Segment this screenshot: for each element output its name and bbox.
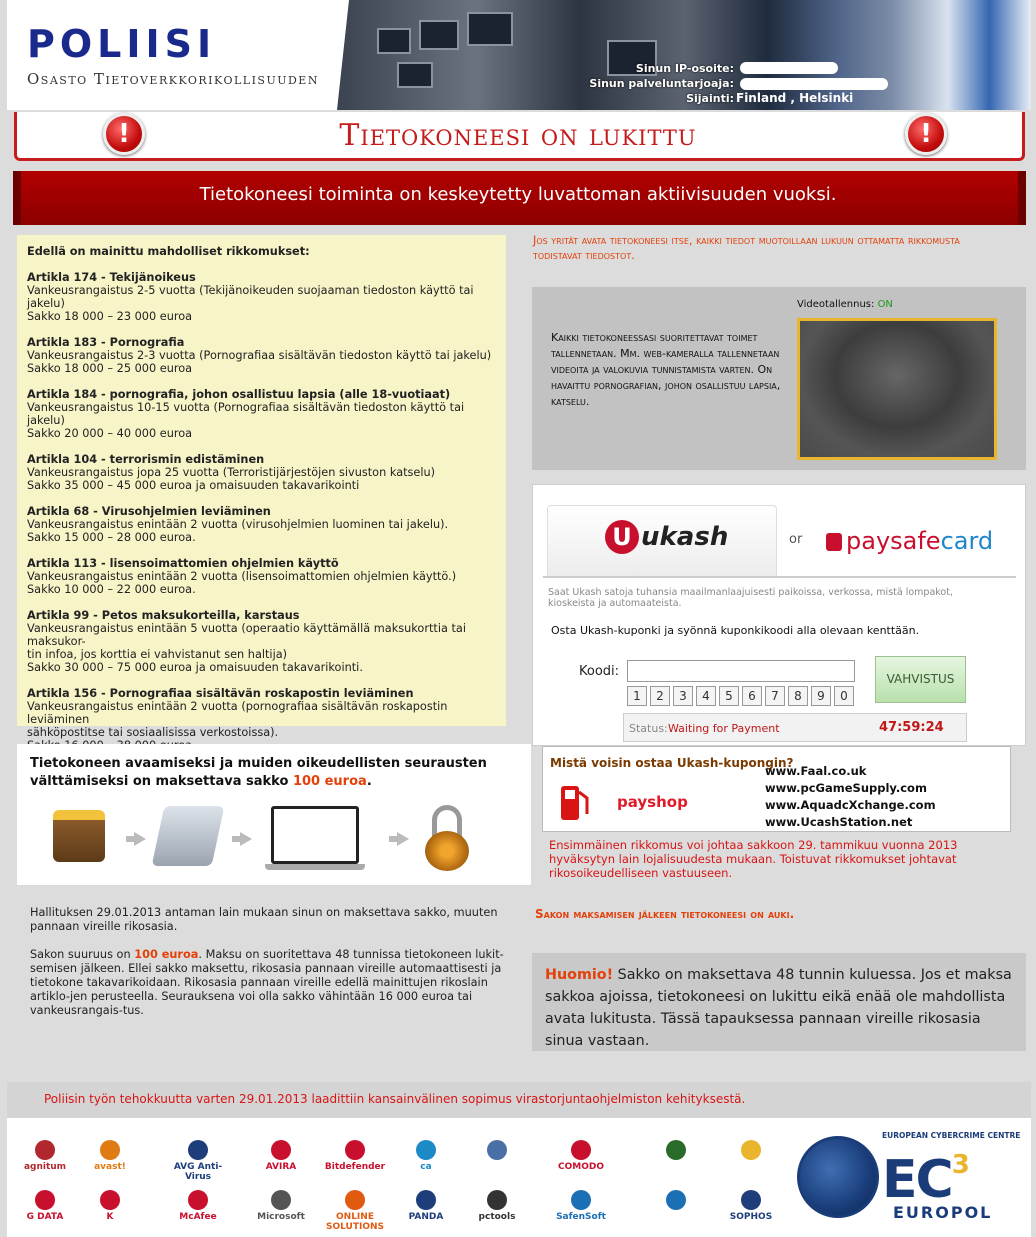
wallet-icon	[53, 810, 105, 862]
paysafe-part1: paysafe	[846, 527, 941, 555]
vendor-mark-icon	[271, 1140, 291, 1160]
vendor-logo	[462, 1140, 532, 1162]
keypad-key-2[interactable]: 2	[650, 686, 670, 706]
vendor-name: agnitum	[23, 1162, 67, 1172]
code-input[interactable]	[627, 660, 855, 682]
vendor-mark-icon	[345, 1190, 365, 1210]
vendor-logo	[320, 1140, 390, 1172]
vendor-name: ONLINE SOLUTIONS	[325, 1212, 384, 1232]
vendor-name: ca	[420, 1162, 432, 1172]
status-label: Status:	[629, 722, 668, 735]
ip-value-bar	[740, 62, 838, 74]
or-separator: or	[789, 532, 803, 547]
after-payment-text: Sakon maksamisen jälkeen tietokoneesi on auki.	[535, 907, 795, 921]
vendor-logo	[163, 1140, 233, 1182]
vendor-mark-icon	[416, 1190, 436, 1210]
lock-title: Tietokoneesi on lukittu	[339, 118, 697, 153]
vendor-name: Bitdefender	[324, 1162, 386, 1172]
vendor-mark-icon	[188, 1140, 208, 1160]
article-title: Artikla 184 - pornografia, johon osallistuu lapsia (alle 18-vuotiaat)	[27, 388, 451, 401]
keypad-key-6[interactable]: 6	[742, 686, 762, 706]
ukash-site-link[interactable]: www.AquadcXchange.com	[765, 798, 936, 812]
keypad-key-0[interactable]: 0	[834, 686, 854, 706]
logo-title: POLIISI	[27, 22, 217, 66]
vendor-logo	[462, 1190, 532, 1222]
vendor-mark-icon	[188, 1190, 208, 1210]
steps-title	[30, 755, 490, 791]
ukash-wordmark: ukash	[641, 522, 729, 552]
ukash-logo	[605, 520, 728, 554]
globe-icon	[797, 1136, 879, 1218]
law-text	[30, 906, 505, 1032]
vendor-logo	[246, 1140, 316, 1172]
article-penalty: Vankeusrangaistus 2-5 vuotta (Tekijänoikeuden suojaaman tiedoston käyttö tai jakelu) Sakko 18 000 – 23 000 euroa	[27, 284, 474, 323]
vendor-mark-icon	[416, 1140, 436, 1160]
video-recording-label	[797, 299, 893, 310]
vendor-mark-icon	[345, 1140, 365, 1160]
vendor-name: McAfee	[179, 1212, 217, 1222]
notice-text	[545, 964, 1017, 1052]
vendor-logo	[10, 1140, 80, 1172]
payshop-logo: payshop	[617, 793, 688, 811]
violation-article	[27, 271, 496, 323]
vendor-logo	[641, 1140, 711, 1162]
video-status: ON	[877, 299, 893, 310]
vendor-logo	[75, 1190, 145, 1222]
vendor-name: K	[106, 1212, 114, 1222]
steps-title-text: Tietokoneen avaamiseksi ja muiden oikeudellisten seurausten välttämiseksi on maksettava sakko	[30, 756, 487, 789]
keypad-key-8[interactable]: 8	[788, 686, 808, 706]
violation-article	[27, 336, 496, 375]
article-penalty: Vankeusrangaistus enintään 2 vuotta (pornografiaa sisältävän roskapostin leviäminen sähköpostitse tai sosiaalisissa verkostoissa).	[27, 700, 448, 739]
article-title: Artikla 174 - Tekijänoikeus	[27, 271, 196, 284]
arrow-icon	[134, 832, 146, 846]
header	[7, 0, 1031, 110]
vendor-logo	[546, 1140, 616, 1172]
vendor-mark-icon	[271, 1190, 291, 1210]
vendor-logo	[391, 1140, 461, 1172]
laptop-icon	[265, 806, 365, 870]
payment-terminal-icon	[152, 806, 225, 866]
verify-button[interactable]: VAHVISTUS	[875, 656, 966, 703]
article-penalty: Vankeusrangaistus enintään 2 vuotta (lisensoimattomien ohjelmien käyttö.) Sakko 10 000 – 22 000 euroa.	[27, 570, 457, 596]
ec3-logo	[882, 1150, 968, 1210]
vendor-name: Microsoft	[257, 1212, 305, 1222]
ukash-site-link[interactable]: www.pcGameSupply.com	[765, 781, 927, 795]
keypad-key-1[interactable]: 1	[627, 686, 647, 706]
webcam-preview	[797, 318, 997, 460]
paysafe-lock-icon	[826, 533, 842, 551]
article-penalty: Vankeusrangaistus enintään 2 vuotta (virusohjelmien luominen tai jakelu). Sakko 15 000 – 28 000 euroa.	[27, 518, 449, 544]
law-p2-amount: 100 euroa	[134, 948, 199, 961]
article-penalty: Vankeusrangaistus jopa 25 vuotta (Terroristijärjestöjen sivuston katselu) Sakko 35 000 – 45 000 euroa ja omaisuuden takavarikointi	[27, 466, 436, 492]
ukash-site-link[interactable]: www.UcashStation.net	[765, 815, 913, 829]
violation-article	[27, 388, 496, 440]
violation-article	[27, 453, 496, 492]
article-title: Artikla 113 - lisensoimattomien ohjelmien käyttö	[27, 557, 339, 570]
location-value: Finland , Helsinki	[736, 91, 854, 105]
footer-text: Poliisin työn tehokkuutta varten 29.01.2013 laadittiin kansainvälinen sopimus virastorjuntaohjelmiston kehityksestä.	[44, 1092, 746, 1106]
vendor-logo	[716, 1190, 786, 1222]
vendor-mark-icon	[35, 1190, 55, 1210]
ip-label: Sinun IP-osoite:	[635, 62, 734, 75]
ukash-site-link[interactable]: www.Faal.co.uk	[765, 764, 867, 778]
violations-panel	[17, 235, 506, 739]
vendor-name: SafenSoft	[556, 1212, 606, 1222]
vendor-mark-icon	[571, 1190, 591, 1210]
isp-label: Sinun palveluntarjoaja:	[589, 77, 734, 90]
vendor-name: AVG Anti-Virus	[173, 1162, 223, 1182]
buy-instructions: Osta Ukash-kuponki ja syönnä kuponkikoodi alla olevaan kenttään.	[551, 624, 920, 637]
vendor-logo	[163, 1190, 233, 1222]
where-title: Mistä voisin ostaa Ukash-kupongin?	[550, 756, 794, 770]
article-title: Artikla 68 - Virusohjelmien leviäminen	[27, 505, 271, 518]
vendor-logo	[716, 1140, 786, 1162]
video-label-text: Videotallennus:	[797, 299, 875, 310]
vendor-name: avast!	[94, 1162, 126, 1172]
vendor-mark-icon	[100, 1190, 120, 1210]
law-paragraph-1: Hallituksen 29.01.2013 antaman lain mukaan sinun on maksettava sakko, muuten pannaan vireille rikosasia.	[30, 906, 498, 933]
padlock-icon	[425, 805, 469, 871]
notice-highlight: Huomio!	[545, 967, 614, 983]
violation-article	[27, 687, 496, 752]
article-penalty: Vankeusrangaistus enintään 5 vuotta (operaatio käyttämällä maksukorttia tai maksukor- tin infoa, jos korttia ei vahvistanut sen haltija) Sakko 30 000 – 75 000 euroa ja omaisuuden takavarikointi.	[27, 622, 466, 674]
vendor-mark-icon	[741, 1190, 761, 1210]
law-paragraph-2	[30, 948, 505, 1018]
violation-article	[27, 557, 496, 596]
vendor-logo	[75, 1140, 145, 1172]
article-title: Artikla 104 - terrorismin edistäminen	[27, 453, 265, 466]
keypad-key-4[interactable]: 4	[696, 686, 716, 706]
vendor-name: PANDA	[408, 1212, 444, 1222]
vendor-logo	[320, 1190, 390, 1232]
article-penalty: Vankeusrangaistus 2-3 vuotta (Pornografiaa sisältävän tiedoston käyttö tai jakelu) Sakko 18 000 – 25 000 euroa	[27, 349, 492, 375]
article-title: Artikla 156 - Pornografiaa sisältävän roskapostin leviäminen	[27, 687, 414, 700]
logo-subtitle: Osasto Tietoverkkorikollisuuden	[27, 70, 319, 88]
status-value: Waiting for Payment	[668, 722, 780, 735]
vendor-mark-icon	[571, 1140, 591, 1160]
fuel-station-icon	[557, 780, 593, 822]
vendor-mark-icon	[666, 1190, 686, 1210]
vendor-mark-icon	[487, 1140, 507, 1160]
vendor-logo	[10, 1190, 80, 1222]
isp-value-bar	[740, 78, 888, 90]
warning-icon-right: !	[905, 113, 947, 155]
notice-body: Sakko on maksettava 48 tunnin kuluessa. Jos et maksa sakkoa ajoissa, tietokoneesi on lukittu eikä enää ole mahdollista avata lukitusta. Tässä tapauksessa pannaan vireille rikosasia sinua vastaan.	[545, 967, 1012, 1049]
vendor-mark-icon	[100, 1140, 120, 1160]
vendor-name: AVIRA	[265, 1162, 297, 1172]
vendor-name: pctools	[478, 1212, 516, 1222]
vendor-name: COMODO	[558, 1162, 604, 1172]
steps-title-end: .	[366, 774, 372, 789]
europol-name: EUROPOL	[893, 1203, 993, 1222]
vendor-mark-icon	[666, 1140, 686, 1160]
ec-text: EC	[882, 1150, 952, 1210]
vendor-logo	[546, 1190, 616, 1222]
header-photo	[337, 0, 1031, 110]
tab-divider	[543, 576, 1016, 578]
keypad-key-3[interactable]: 3	[673, 686, 693, 706]
ec-three: 3	[951, 1150, 968, 1180]
ukash-badge: U	[605, 520, 639, 554]
vendor-mark-icon	[487, 1190, 507, 1210]
violations-intro: Edellä on mainittu mahdolliset rikkomukset:	[27, 245, 310, 258]
tab-paysafecard[interactable]	[826, 527, 993, 555]
vendor-logo	[391, 1190, 461, 1222]
ec3-centre-label: EUROPEAN CYBERCRIME CENTRE	[882, 1131, 1021, 1140]
law-p2-start: Sakon suuruus on	[30, 948, 135, 961]
vendor-mark-icon	[741, 1140, 761, 1160]
countdown-timer: 47:59:24	[879, 720, 944, 735]
video-text: Kaikki tietokoneessasi suoritettavat toimet tallennetaan. Mm. web-kameralla tallennetaan videoita ja valokuvia tunnistamista varten. On havaittu pornografian, johon osallistuu lapsia, katselu.	[551, 331, 781, 408]
keypad-key-5[interactable]: 5	[719, 686, 739, 706]
code-label: Koodi:	[579, 664, 620, 679]
arrow-icon	[240, 832, 252, 846]
first-offense-text: Ensimmäinen rikkomus voi johtaa sakkoon 29. tammikuu vuonna 2013 hyväksytyn lain lojalisuudesta mukaan. Toistuvat rikkomukset johtavat rikosoikeudelliseen vastuuseen.	[549, 838, 958, 880]
location-label: Sijainti:	[686, 92, 734, 105]
violation-article	[27, 609, 496, 674]
article-title: Artikla 99 - Petos maksukorteilla, karstaus	[27, 609, 300, 622]
vendor-logo	[641, 1190, 711, 1212]
vendor-mark-icon	[35, 1140, 55, 1160]
keypad-key-7[interactable]: 7	[765, 686, 785, 706]
vendor-logo	[246, 1190, 316, 1222]
paysafe-part2: card	[940, 527, 994, 555]
law-p2-end: . Maksu on suoritettava 48 tunnissa tietokoneen lukit-semisen jälkeen. Ellei sakko maksettu, rikosasia pannaan vireille automaattisesti ja tietokone takavarikoidaan. Rikosasia pannaan vireille edellä mainittujen rikoslain artiklo-jen perusteella. Seurauksena voi olla sakko vähintään 16 000 euroa tai vankeusrangais-tus.	[30, 948, 504, 1017]
warning-icon-left: !	[103, 113, 145, 155]
article-title: Artikla 183 - Pornografia	[27, 336, 185, 349]
keypad-key-9[interactable]: 9	[811, 686, 831, 706]
fine-amount: 100 euroa	[292, 774, 367, 789]
suspension-text: Tietokoneesi toiminta on keskeytetty luvattoman aktiivisuuden vuoksi.	[199, 184, 837, 205]
vendor-name: G DATA	[26, 1212, 64, 1222]
violation-article	[27, 505, 496, 544]
ukash-info: Saat Ukash satoja tuhansia maailmanlaajuisesti paikoissa, verkossa, mistä lompakot, kioskeista ja automaateista.	[548, 587, 953, 609]
arrow-icon	[397, 832, 409, 846]
article-penalty: Vankeusrangaistus 10-15 vuotta (Pornografiaa sisältävän tiedoston käyttö tai jakelu) Sakko 20 000 – 40 000 euroa	[27, 401, 465, 440]
vendor-name: SOPHOS	[729, 1212, 773, 1222]
format-warning: Jos yrität avata tietokoneesi itse, kaikki tiedot muotoillaan lukuun ottamatta rikkomusta todistavat tiedostot.	[533, 234, 960, 262]
